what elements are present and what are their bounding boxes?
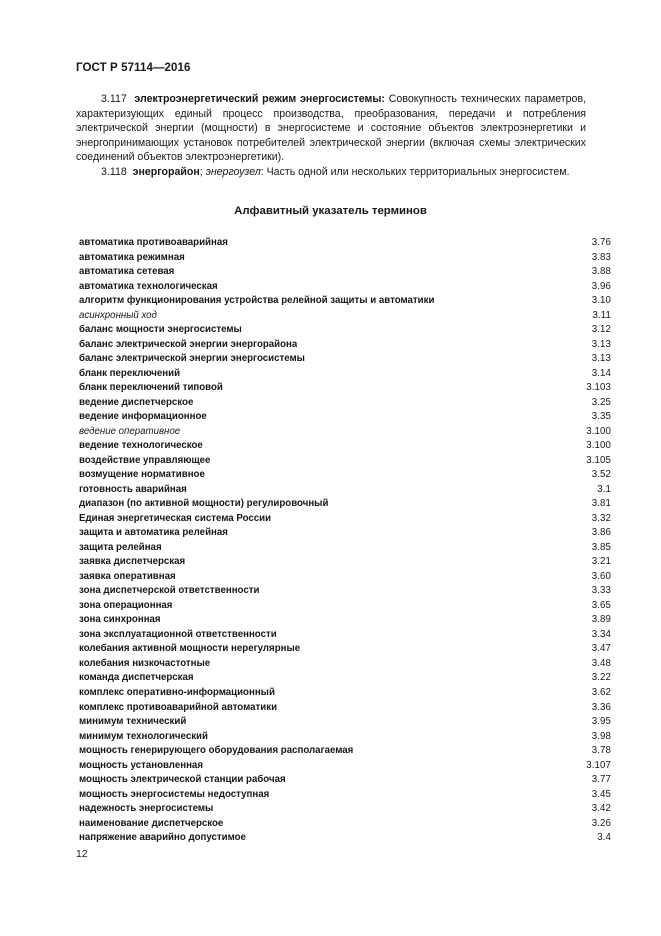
- index-term: асинхронный ход: [79, 309, 157, 321]
- index-entry: [79, 802, 611, 817]
- index-reference: 3.96: [591, 280, 611, 292]
- index-term: наименование диспетчерское: [79, 817, 224, 829]
- index-entry: [79, 338, 611, 353]
- index-reference: 3.95: [591, 716, 611, 728]
- index-term: колебания активной мощности нерегулярные: [79, 643, 301, 655]
- index-entry: [79, 280, 611, 295]
- index-term: баланс электрической энергии энергорайона: [79, 338, 298, 350]
- index-reference: 3.60: [591, 570, 611, 582]
- index-reference: 3.42: [591, 803, 611, 815]
- index-reference: 3.98: [591, 730, 611, 742]
- index-reference: 3.26: [591, 817, 611, 829]
- index-entry: [79, 671, 611, 686]
- index-entry: [79, 657, 611, 672]
- clause-number: 3.118: [101, 165, 127, 178]
- index-reference: 3.100: [586, 425, 611, 437]
- clause-term: энергорайон: [132, 165, 200, 178]
- index-reference: 3.65: [591, 599, 611, 611]
- clause-separator: :: [381, 93, 385, 105]
- index-reference: 3.52: [591, 469, 611, 481]
- index-reference: 3.83: [591, 251, 611, 263]
- index-entry: [79, 773, 611, 788]
- index-reference: 3.10: [591, 295, 611, 307]
- index-term: автоматика режимная: [79, 251, 185, 263]
- index-entry: [79, 526, 611, 541]
- index-term: зона эксплуатационной ответственности: [79, 628, 277, 640]
- index-term: автоматика сетевая: [79, 266, 175, 278]
- index-entry: [79, 686, 611, 701]
- index-entry: [79, 744, 611, 759]
- index-reference: 3.81: [591, 498, 611, 510]
- index-reference: 3.13: [591, 353, 611, 365]
- index-term: автоматика противоаварийная: [79, 237, 228, 248]
- index-entry: [79, 541, 611, 556]
- index-entry: [79, 454, 611, 469]
- index-entry: [79, 309, 611, 324]
- index-term: воздействие управляющее: [79, 454, 211, 466]
- index-entry: [79, 367, 611, 382]
- index-term: комплекс противоаварийной автоматики: [79, 701, 278, 713]
- index-reference: 3.36: [591, 701, 611, 713]
- index-entry: [79, 730, 611, 745]
- index-reference: 3.4: [597, 832, 611, 844]
- index-term: мощность энергосистемы недоступная: [79, 788, 270, 800]
- index-entry: [79, 817, 611, 832]
- index-reference: 3.100: [586, 440, 611, 452]
- clause-number: 3.117: [101, 93, 127, 105]
- index-entry: [79, 265, 611, 280]
- index-term: напряжение аварийно допустимое: [79, 832, 246, 844]
- index-term: баланс мощности энергосистемы: [79, 324, 242, 336]
- index-term: минимум технический: [79, 716, 187, 728]
- clause-separator-2: :: [260, 165, 264, 178]
- index-term: защита и автоматика релейная: [79, 527, 228, 539]
- index-term: команда диспетчерская: [79, 672, 194, 684]
- index-entry: [79, 642, 611, 657]
- index-reference: 3.62: [591, 686, 611, 698]
- index-term: зона синхронная: [79, 614, 161, 626]
- index-entry: [79, 425, 611, 440]
- index-entry: [79, 599, 611, 614]
- index-term: комплекс оперативно-информационный: [79, 686, 275, 698]
- index-term: бланк переключений типовой: [79, 382, 223, 394]
- index-reference: 3.34: [591, 628, 611, 640]
- index-term: заявка оперативная: [79, 570, 176, 582]
- index-entry: [79, 788, 611, 803]
- index-reference: 3.33: [591, 585, 611, 597]
- index-reference: 3.22: [591, 672, 611, 684]
- clause-3-117: [76, 92, 586, 165]
- index-reference: 3.25: [591, 396, 611, 408]
- index-reference: 3.12: [591, 324, 611, 336]
- index-term: минимум технологический: [79, 730, 208, 742]
- clause-definition: Совокупность технических параметров, характеризующих единый процесс производства, преобразования, передачи и потребления электрической энергии (мощности) в энергосистеме и состояние объектов электроэнергетики и энергопринимающих установок потребителей электрической энергии (включая схемы электрических соединений объектов электроэнергетики).: [76, 93, 587, 164]
- index-entry: [79, 512, 611, 527]
- index-reference: 3.47: [591, 643, 611, 655]
- index-reference: 3.14: [591, 367, 611, 379]
- index-term: мощность установленная: [79, 759, 203, 771]
- index-term: ведение оперативное: [79, 425, 181, 437]
- index-entry: [79, 251, 611, 266]
- index-term: готовность аварийная: [79, 483, 187, 495]
- index-section-title: Алфавитный указатель терминов: [234, 205, 427, 217]
- clause-definition: Часть одной или нескольких территориальных энергосистем.: [263, 165, 570, 178]
- clause-section: [76, 92, 586, 180]
- index-reference: 3.105: [586, 454, 611, 466]
- index-reference: 3.78: [591, 745, 611, 757]
- index-reference: 3.13: [591, 338, 611, 350]
- index-reference: 3.45: [591, 788, 611, 800]
- index-term: заявка диспетчерская: [79, 556, 186, 568]
- index-reference: 3.32: [591, 512, 611, 524]
- index-reference: 3.48: [591, 657, 611, 669]
- alphabetical-index-list: [79, 236, 611, 846]
- index-entry: [79, 613, 611, 628]
- index-entry: [79, 759, 611, 774]
- clause-term-synonym: энергоузел: [205, 165, 261, 178]
- index-reference: 3.85: [591, 541, 611, 553]
- index-term: ведение информационное: [79, 411, 207, 423]
- index-entry: [79, 555, 611, 570]
- index-term: алгоритм функционирования устройства релейной защиты и автоматики: [79, 295, 435, 307]
- index-entry: [79, 468, 611, 483]
- index-entry: [79, 439, 611, 454]
- index-reference: 3.21: [591, 556, 611, 568]
- index-entry: [79, 381, 611, 396]
- index-reference: 3.35: [591, 411, 611, 423]
- index-term: зона операционная: [79, 599, 173, 611]
- clause-separator: ;: [199, 165, 206, 178]
- index-entry: [79, 628, 611, 643]
- index-term: защита релейная: [79, 541, 162, 553]
- index-term: ведение технологическое: [79, 440, 203, 452]
- clause-term: электроэнергетический режим энергосистемы: [134, 93, 382, 105]
- index-entry: [79, 570, 611, 585]
- index-term: ведение диспетчерское: [79, 396, 194, 408]
- index-reference: 3.76: [591, 237, 611, 248]
- page-number: 12: [76, 849, 88, 860]
- index-reference: 3.1: [597, 483, 611, 495]
- clause-3-118: [76, 165, 586, 180]
- index-term: Единая энергетическая система России: [79, 512, 272, 524]
- index-entry: [79, 236, 611, 251]
- index-entry: [79, 294, 611, 309]
- index-term: зона диспетчерской ответственности: [79, 585, 260, 597]
- index-entry: [79, 831, 611, 846]
- index-term: автоматика технологическая: [79, 280, 218, 292]
- index-reference: 3.11: [592, 309, 611, 321]
- index-term: надежность энергосистемы: [79, 803, 214, 815]
- index-entry: [79, 410, 611, 425]
- index-term: баланс электрической энергии энергосистемы: [79, 353, 305, 365]
- index-term: диапазон (по активной мощности) регулировочный: [79, 498, 329, 510]
- index-entry: [79, 584, 611, 599]
- index-reference: 3.77: [591, 774, 611, 786]
- standard-designation-header: ГОСТ Р 57114—2016: [76, 62, 191, 74]
- index-reference: 3.88: [591, 266, 611, 278]
- index-entry: [79, 715, 611, 730]
- index-reference: 3.86: [591, 527, 611, 539]
- index-term: возмущение нормативное: [79, 469, 205, 481]
- index-entry: [79, 352, 611, 367]
- index-term: бланк переключений: [79, 367, 181, 379]
- index-term: мощность генерирующего оборудования располагаемая: [79, 745, 354, 757]
- index-term: колебания низкочастотные: [79, 657, 211, 669]
- index-term: мощность электрической станции рабочая: [79, 774, 286, 786]
- index-entry: [79, 701, 611, 716]
- index-reference: 3.103: [586, 382, 611, 394]
- index-entry: [79, 497, 611, 512]
- index-reference: 3.107: [586, 759, 611, 771]
- index-entry: [79, 396, 611, 411]
- index-reference: 3.89: [591, 614, 611, 626]
- index-entry: [79, 483, 611, 498]
- index-entry: [79, 323, 611, 338]
